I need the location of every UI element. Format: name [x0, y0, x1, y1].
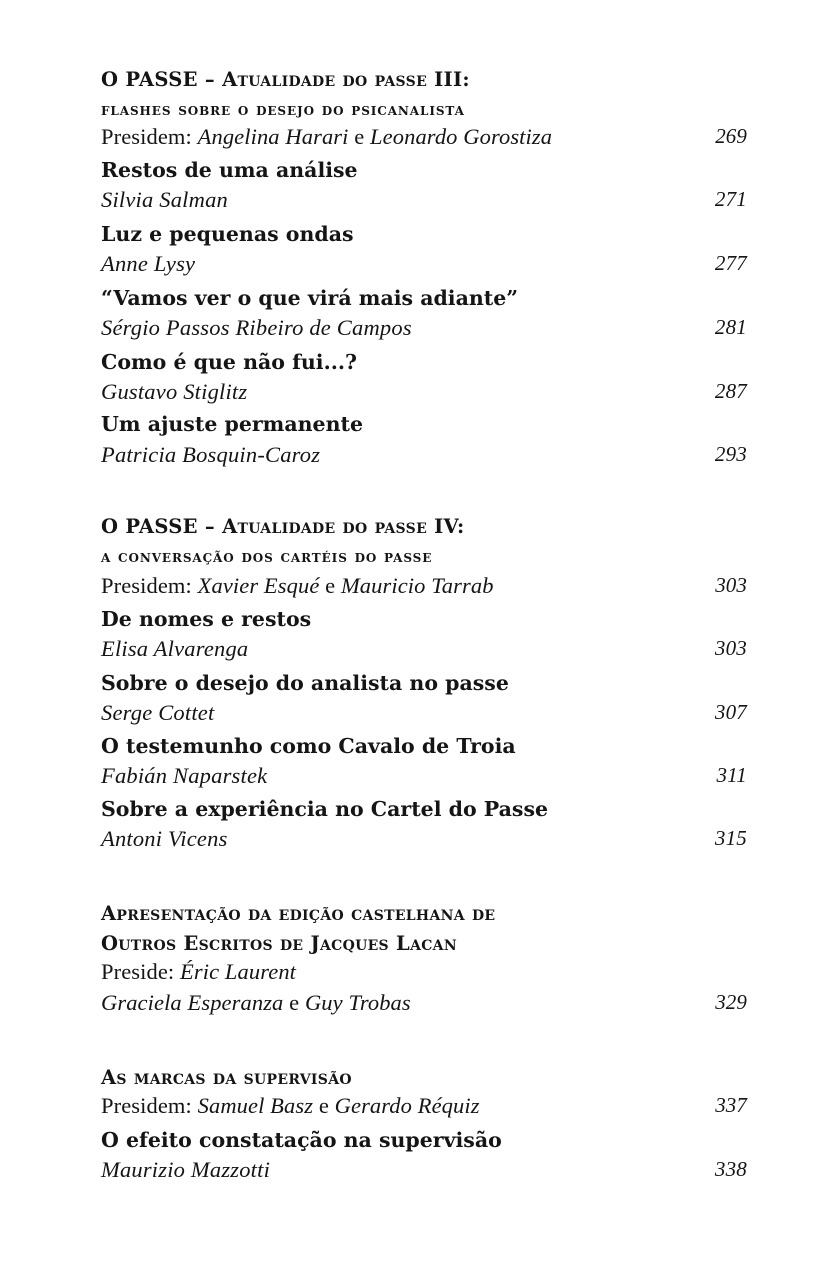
entry-author	[101, 828, 747, 851]
section-subheading: a conversação dos cartéis do passe	[101, 547, 433, 567]
section-heading: As marcas da supervisão	[101, 1066, 352, 1089]
author-name: Serge Cottet	[101, 700, 215, 725]
chairs-line	[101, 126, 747, 149]
page-number: 303	[715, 573, 747, 597]
chair-name: Xavier Esqué	[197, 573, 320, 598]
section-heading: O PASSE – Atualidade do passe IV:	[101, 515, 465, 538]
chair-name: Leonardo Gorostiza	[370, 124, 553, 149]
conjunction: e	[319, 573, 341, 598]
chairs-line	[101, 961, 747, 984]
author-name: Graciela Esperanza	[101, 990, 284, 1015]
entry-author	[101, 381, 747, 404]
page-number: 303	[714, 636, 747, 660]
page-number: 269	[715, 124, 747, 148]
author-name: Antoni Vicens	[101, 826, 228, 851]
section-heading: O PASSE – Atualidade do passe III:	[101, 68, 470, 91]
page-number: 307	[714, 700, 747, 724]
entry-title: O efeito constatação na supervisão	[101, 1128, 502, 1152]
chairs-line	[101, 1095, 747, 1118]
author-name: Silvia Salman	[101, 187, 228, 212]
page-number: 311	[716, 763, 747, 787]
entry-author	[101, 189, 747, 212]
chair-name: Mauricio Tarrab	[340, 573, 494, 598]
chair-name: Samuel Basz	[197, 1093, 314, 1118]
page-number: 293	[714, 442, 747, 466]
section-subheading: flashes sobre o desejo do psicanalista	[101, 100, 465, 120]
entry-author	[101, 444, 747, 467]
chair-name: Éric Laurent	[180, 959, 297, 984]
entry-author	[101, 253, 747, 276]
author-name: Anne Lysy	[101, 251, 196, 276]
page-number: 281	[714, 315, 747, 339]
page-number: 287	[714, 379, 747, 403]
section-heading: Apresentação da edição castelhana de	[101, 902, 496, 925]
author-name: Maurizio Mazzotti	[101, 1157, 271, 1182]
entry-author	[101, 317, 747, 340]
chairs-label: Presidem:	[101, 124, 192, 149]
page-number: 329	[715, 990, 747, 1014]
author-name: Fabián Naparstek	[101, 763, 268, 788]
author-name: Guy Trobas	[304, 990, 411, 1015]
table-of-contents	[101, 0, 747, 1280]
author-name: Elisa Alvarenga	[101, 636, 249, 661]
page-number: 338	[714, 1157, 747, 1181]
page-number: 277	[714, 251, 747, 275]
entry-title: Sobre o desejo do analista no passe	[101, 671, 509, 695]
entry-title: Um ajuste permanente	[101, 412, 364, 436]
conjunction: e	[313, 1093, 335, 1118]
conjunction: e	[348, 124, 371, 149]
author-name: Gustavo Stiglitz	[101, 379, 248, 404]
entry-author	[101, 638, 747, 661]
conjunction: e	[283, 990, 305, 1015]
entry-title: Como é que não fui...?	[101, 350, 358, 374]
entry-author	[101, 702, 747, 725]
entry-title: De nomes e restos	[101, 607, 312, 631]
chairs-label: Presidem:	[101, 1093, 192, 1118]
chair-name: Gerardo Réquiz	[334, 1093, 480, 1118]
section-subheading: Outros Escritos de Jacques Lacan	[101, 932, 457, 955]
author-name: Sérgio Passos Ribeiro de Campos	[101, 315, 412, 340]
chairs-label: Presidem:	[101, 573, 192, 598]
chairs-line	[101, 575, 747, 598]
entry-title: O testemunho como Cavalo de Troia	[101, 734, 516, 758]
page-number: 337	[715, 1093, 747, 1117]
entry-title: Sobre a experiência no Cartel do Passe	[101, 797, 549, 821]
authors-line	[101, 992, 747, 1015]
entry-title: “Vamos ver o que virá mais adiante”	[101, 286, 519, 310]
page-number: 315	[714, 826, 747, 850]
chairs-label: Preside:	[101, 959, 175, 984]
author-name: Patricia Bosquin-Caroz	[101, 442, 321, 467]
page-number: 271	[714, 187, 747, 211]
entry-author	[101, 1159, 747, 1182]
entry-title: Luz e pequenas ondas	[101, 222, 354, 246]
chair-name: Angelina Harari	[197, 124, 349, 149]
entry-author	[101, 765, 747, 788]
entry-title: Restos de uma análise	[101, 158, 358, 182]
